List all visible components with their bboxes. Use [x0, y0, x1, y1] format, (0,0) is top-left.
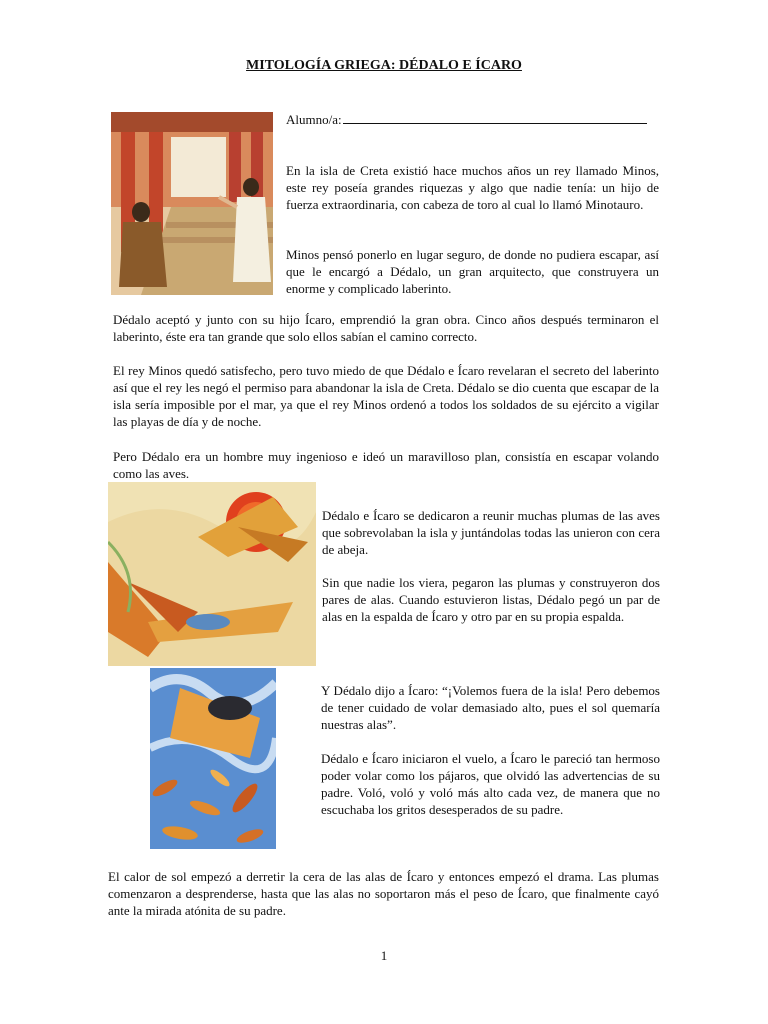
- paragraph-6: Dédalo e Ícaro se dedicaron a reunir muchas plumas de las aves que sobrevolaban la isla y juntándolas todas las unieron con cera de abeja.: [322, 508, 660, 557]
- paragraph-4: El rey Minos quedó satisfecho, pero tuvo miedo de que Dédalo e Ícaro revelaran el secreto del laberinto así que el rey les negó el permiso para abandonar la isla de Creta. Dédalo se dio cuenta que escapar de la isla sería imposible por el mar, ya que el rey Minos ordenó a todos los soldados de su ejército a vigilar las playas de día y de noche.: [113, 363, 659, 429]
- flight-illustration: [108, 482, 316, 666]
- paragraph-2: Minos pensó ponerlo en lugar seguro, de donde no pudiera escapar, así que le encargó a Dédalo, un gran arquitecto, que construyera un enorme y complicado laberinto.: [286, 247, 659, 296]
- paragraph-10: El calor de sol empezó a derretir la cera de las alas de Ícaro y entonces empezó el drama. Las plumas comenzaron a desprenderse, hasta que las alas no soportaron más el peso de Ícaro, que finalmente cayó ante la mirada atónita de su padre.: [108, 869, 659, 918]
- student-name-field[interactable]: [286, 111, 647, 128]
- student-name-line: [343, 111, 647, 124]
- palace-illustration: [111, 112, 273, 295]
- paragraph-9: Dédalo e Ícaro iniciaron el vuelo, a Ícaro le pareció tan hermoso poder volar como los pájaros, que olvidó las advertencias de su padre. Voló, voló y voló más alto cada vez, de manera que no escuchaba los gritos desesperados de su padre.: [321, 751, 660, 817]
- paragraph-3: Dédalo aceptó y junto con su hijo Ícaro, emprendió la gran obra. Cinco años después terminaron el laberinto, éste era tan grande que solo ellos sabían el camino correcto.: [113, 312, 659, 344]
- paragraph-7: Sin que nadie los viera, pegaron las plumas y construyeron dos pares de alas. Cuando estuvieron listas, Dédalo pegó un par de alas en la espalda de Ícaro y otro par en su propia espalda.: [322, 575, 660, 624]
- page-number: 1: [380, 948, 388, 963]
- page-title: MITOLOGÍA GRIEGA: DÉDALO E ÍCARO: [246, 58, 522, 73]
- student-label: Alumno/a:: [286, 112, 342, 127]
- paragraph-8: Y Dédalo dijo a Ícaro: “¡Volemos fuera de la isla! Pero debemos de tener cuidado de volar demasiado alto, pues el sol quemaría nuestras alas”.: [321, 683, 660, 732]
- paragraph-5: Pero Dédalo era un hombre muy ingenioso e ideó un maravilloso plan, consistía en escapar volando como las aves.: [113, 449, 659, 481]
- falling-feathers-illustration: [150, 668, 276, 849]
- paragraph-1: En la isla de Creta existió hace muchos años un rey llamado Minos, este rey poseía grandes riquezas y algo que nadie tenía: un hijo de fuerza extraordinaria, con cabeza de toro al cual lo llamó Minotauro.: [286, 163, 659, 212]
